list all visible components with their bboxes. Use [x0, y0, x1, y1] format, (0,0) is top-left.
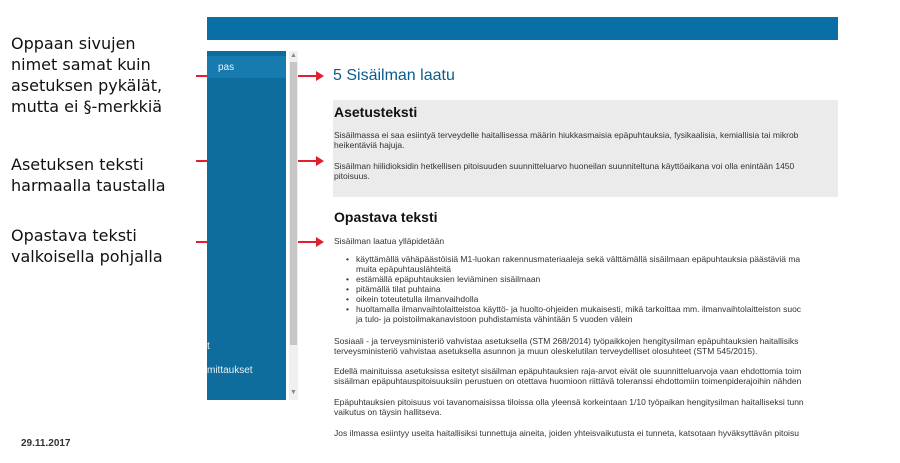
- regulation-para: Sisäilmassa ei saa esiintyä terveydelle haitallisessa määrin hiukkasmaisia epäpuhtauksia, fysikaalisia, kemiallisia tai mikrob: [334, 130, 799, 140]
- annotation-guide-text: Opastava teksti valkoisella pohjalla: [11, 226, 163, 266]
- regulation-para: heikentäviä hajuja.: [334, 140, 405, 150]
- list-item: • huoltamalla ilmanvaihtolaitteistoa käyttö- ja huolto-ohjeiden mukaisesti, mikä tarkoittaa mm. ilmanvaihtolaitteiston suoc: [346, 304, 801, 314]
- list-item: • käyttämällä vähäpäästöisiä M1-luokan rakennusmateriaaleja sekä välttämällä sisäilmaan epäpuhtauksia päästäviä ma: [346, 254, 801, 264]
- list-item: • pitämällä tilat puhtaina: [346, 284, 801, 294]
- annotation-regulation-text: Asetuksen teksti harmaalla taustalla: [11, 155, 166, 195]
- guide-para: vaikutus on täysin hallitseva.: [334, 407, 442, 417]
- main-content: [328, 60, 838, 445]
- guide-bullet-list: [346, 254, 801, 324]
- guide-para: Jos ilmassa esiintyy useita haitallisiksi tunnettuja aineita, joiden yhteisvaikutusta ei tunneta, katsotaan hyväksyttävän pitoisu: [334, 428, 799, 438]
- regulation-para: Sisäilman hiilidioksidin hetkellisen pitoisuuden suunnitteluarvo huoneilan suunniteltuna käyttöaikana voi olla enintään 1450: [334, 161, 795, 171]
- guide-para: Sosiaali - ja terveysministeriö vahvistaa asetuksella (STM 268/2014) työpaikkojen hengitysilman epäpuhtauksien haitallisiks: [334, 336, 799, 346]
- annotation-page-names: Oppaan sivujen nimet samat kuin asetuksen pykälät, mutta ei §-merkkiä: [11, 34, 163, 116]
- regulation-heading: Asetusteksti: [334, 104, 418, 120]
- guide-heading: Opastava teksti: [334, 209, 438, 225]
- list-item: ja tulo- ja poistoilmakanavistoon puhdistamista vähintään 5 vuoden välein: [356, 314, 633, 324]
- guide-para: terveysministeriö vahvistaa asetuksella asunnon ja muun oleskelutilan terveydelliset olosuhteet (STM 545/2015).: [334, 346, 758, 356]
- sidebar-item-label[interactable]: pas: [218, 62, 235, 73]
- list-item: • oikein toteutetulla ilmanvaihdolla: [346, 294, 801, 304]
- sidebar-nav: [207, 51, 286, 400]
- scroll-down-icon[interactable]: ▼: [290, 389, 297, 396]
- guide-para: Edellä mainituissa asetuksissa esitetyt sisäilman epäpuhtauksien raja-arvot eivät ole suunnitteluarvoja vaan ehdottomia toim: [334, 366, 802, 376]
- sidebar-scrollbar-thumb[interactable]: [290, 62, 297, 345]
- sidebar-item-label[interactable]: t: [207, 341, 210, 352]
- site-header-bar: [207, 17, 838, 40]
- list-item: muita epäpuhtauslähteitä: [356, 264, 451, 274]
- guide-para: Epäpuhtauksien pitoisuus voi tavanomaisissa tiloissa olla yleensä korkeintaan 1/10 työpaikan hengitysilman haitalliseksi tunn: [334, 397, 804, 407]
- scroll-up-icon[interactable]: ▲: [290, 52, 297, 59]
- regulation-para: pitoisuus.: [334, 171, 370, 181]
- list-item: • estämällä epäpuhtauksien leviäminen sisäilmaan: [346, 274, 801, 284]
- guide-intro: Sisäilman laatua ylläpidetään: [334, 236, 445, 246]
- sidebar-item-label[interactable]: mittaukset: [207, 365, 253, 376]
- guide-para: sisäilman epäpuhtauspitoisuuksiin perustuen on otettava huomioon riittävä toleranssi ehdottomiin toimenpiderajoihin nähden: [334, 376, 802, 386]
- slide-date: 29.11.2017: [21, 438, 71, 449]
- page-title: 5 Sisäilman laatu: [333, 67, 455, 84]
